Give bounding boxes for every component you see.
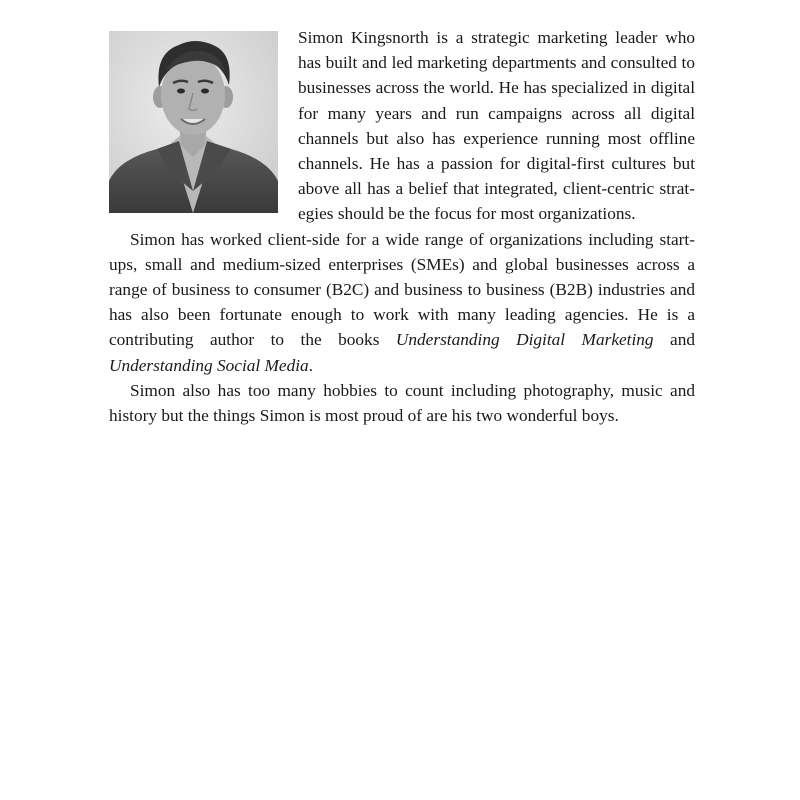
book-title-understanding-social-media: Understanding Social Media [109,355,309,375]
author-bio [109,25,695,428]
bio-paragraph-1: Simon Kingsnorth is a strategic marketing leader who has built and led marketing departments and consulted to businesses across the world. He has specialized in digital for many years and run campaigns across all digital channels but also has experience running most offline channels. He has a passion for digital-first cultures but above all has a belief that integrated, client-centric strategies should be the focus for most organizations. [298,28,695,224]
bio-paragraph-2-conjunction: and [653,330,695,350]
book-title-understanding-digital-marketing: Understanding Digital Marketing [395,330,654,350]
bio-paragraph-2-end: . [308,355,313,375]
bio-paragraph-2-text: Simon has worked client-side for a wide range of organizations including start-ups, small and medium-sized enterprises (SMEs) and global businesses across a range of business to consumer (B2C) and business to business (B2B) industries and has also been fortunate enough to work with many leading agencies. He is a contributing author to the books [109,229,695,350]
bio-paragraph-2 [109,227,695,378]
bio-paragraph-3: Simon also has too many hobbies to count including photography, music and history but the things Simon is most proud of are his two wonderful boys. [109,380,695,426]
author-portrait [109,31,278,213]
